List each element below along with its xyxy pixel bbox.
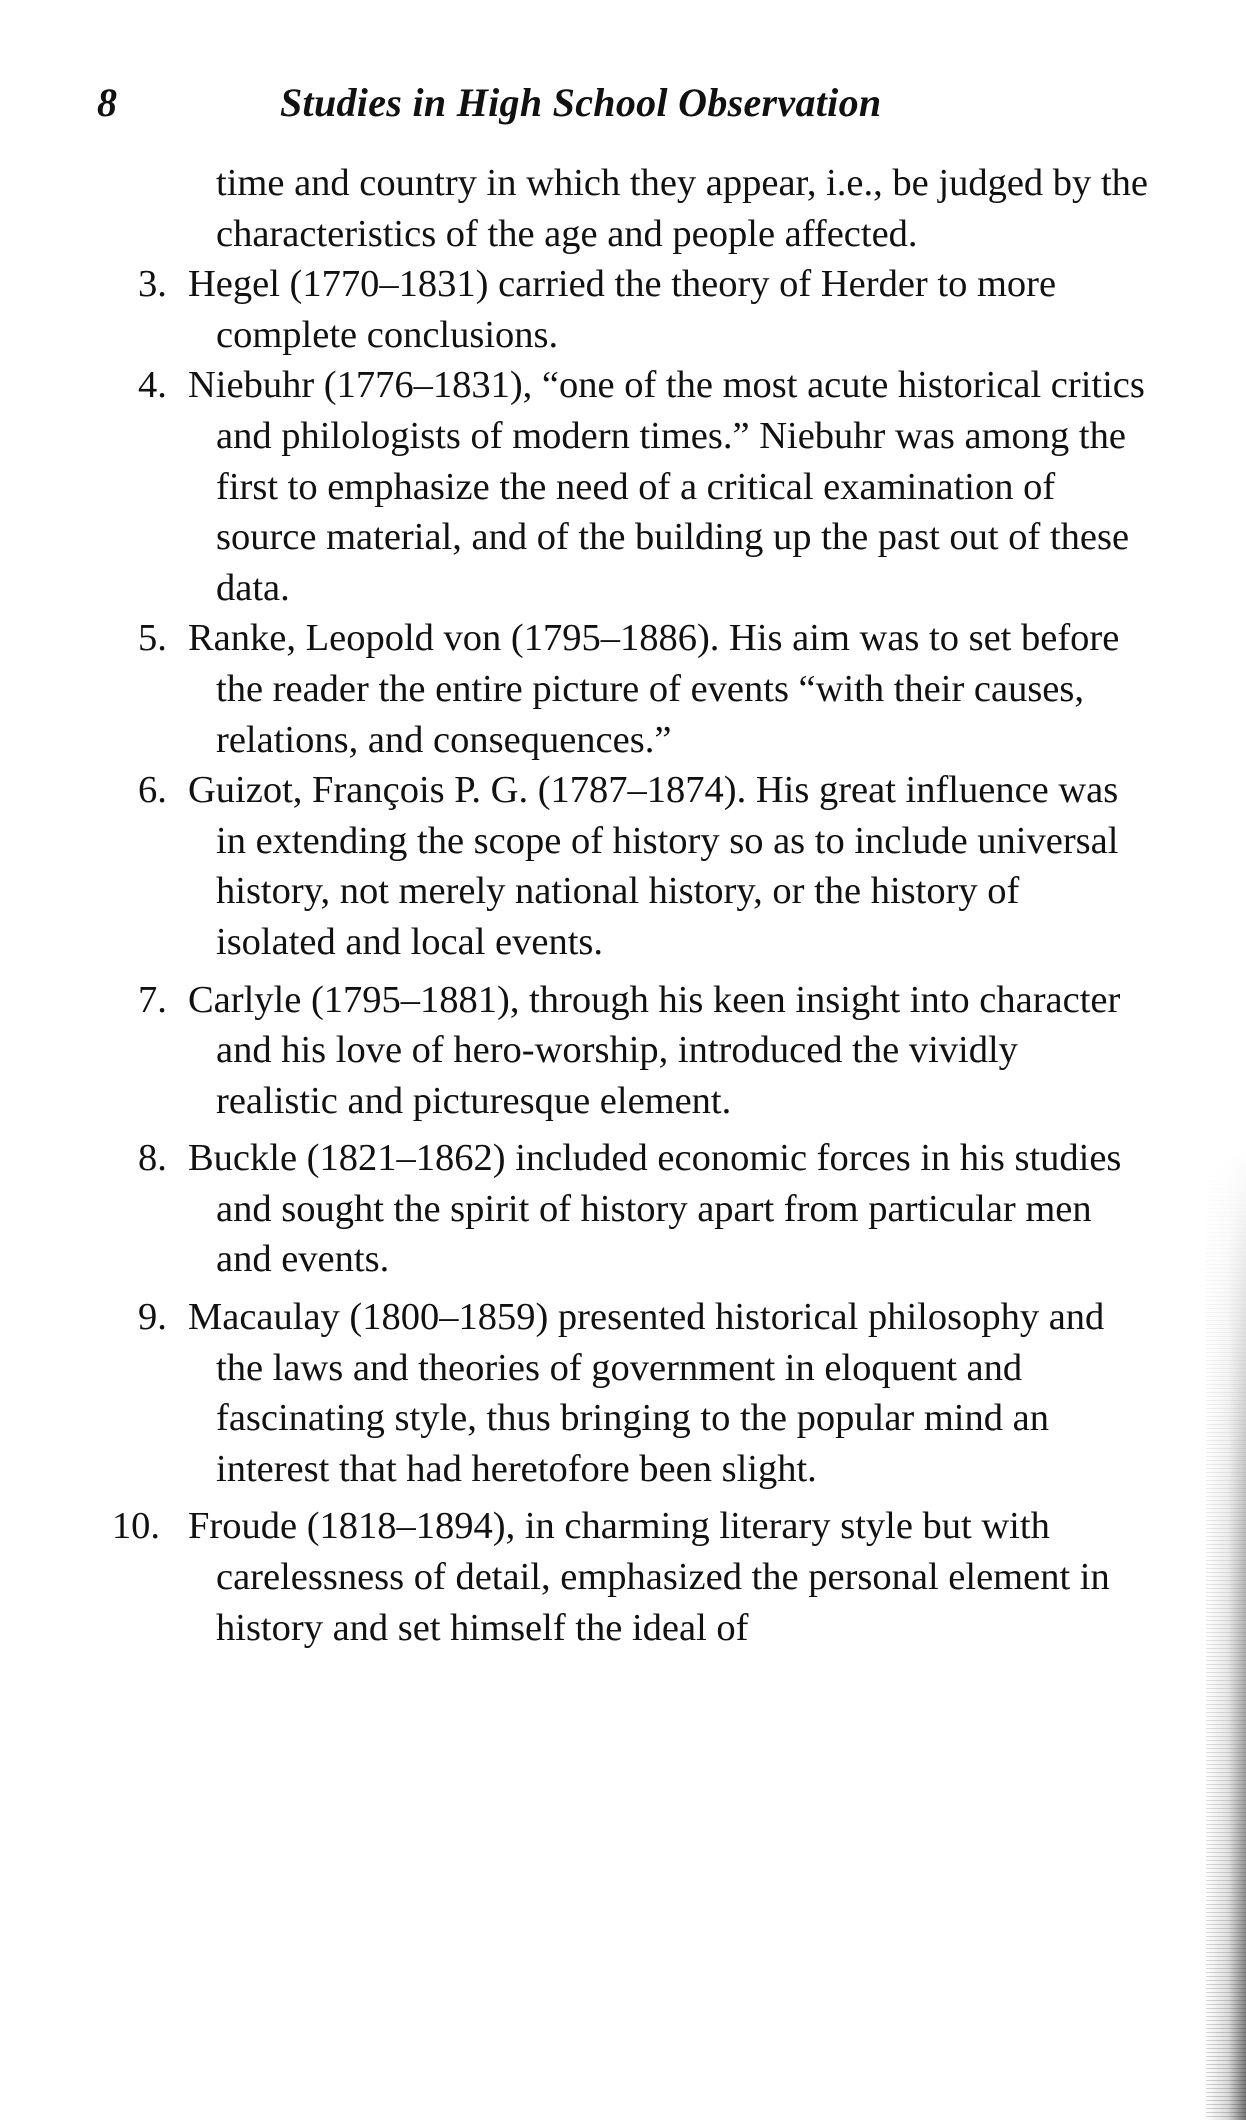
list-item [138, 1292, 1148, 1494]
continued-paragraph: time and country in which they appear, i.e., be judged by the characteristics of the age and people affected. [216, 162, 1148, 255]
list-item [138, 360, 1148, 613]
scan-shadow-edge [1206, 1150, 1246, 2120]
item-number: 5. [138, 617, 167, 660]
list-item [138, 259, 1148, 360]
running-head [0, 78, 1246, 128]
item-number: 9. [138, 1296, 167, 1339]
item-text: Froude (1818–1894), in charming literary style but with carelessness of detail, emphasized the personal element in history and set himself the ideal of [188, 1505, 1110, 1649]
item-number: 10. [111, 1505, 160, 1548]
item-text: Ranke, Leopold von (1795–1886). His aim was to set before the reader the entire picture of events “with their causes, relations, and consequences.” [188, 617, 1120, 761]
item-text: Hegel (1770–1831) carried the theory of Herder to more complete conclusions. [188, 263, 1057, 356]
item-number: 8. [138, 1137, 167, 1180]
page-number: 8 [97, 80, 117, 125]
list-item [138, 1133, 1148, 1285]
item-text: Macaulay (1800–1859) presented historical philosophy and the laws and theories of government in eloquent and fascinating style, thus bringing to the popular mind an interest that had heretofore been slight. [188, 1296, 1105, 1490]
list-item [111, 1501, 1148, 1653]
item-text: Niebuhr (1776–1831), “one of the most acute historical critics and philologists of modern times.” Niebuhr was among the first to emphasize the need of a critical examination of source material, and of the building up the past out of these data. [188, 364, 1145, 609]
page-body [111, 158, 1148, 1653]
list-item [138, 765, 1148, 967]
list-item [138, 975, 1148, 1127]
item-text: Carlyle (1795–1881), through his keen insight into character and his love of hero-worship, introduced the vividly realistic and picturesque element. [188, 978, 1121, 1122]
item-text: Buckle (1821–1862) included economic forces in his studies and sought the spirit of history apart from particular men and events. [188, 1137, 1122, 1281]
item-number: 6. [138, 769, 167, 812]
item-number: 3. [138, 263, 167, 306]
running-title: Studies in High School Observation [280, 80, 882, 125]
item-number: 7. [138, 978, 167, 1021]
item-number: 4. [138, 364, 167, 407]
list-item [138, 613, 1148, 765]
item-text: Guizot, François P. G. (1787–1874). His great influence was in extending the scope of history so as to include universal history, not merely national history, or the history of isolated and local events. [188, 769, 1119, 963]
